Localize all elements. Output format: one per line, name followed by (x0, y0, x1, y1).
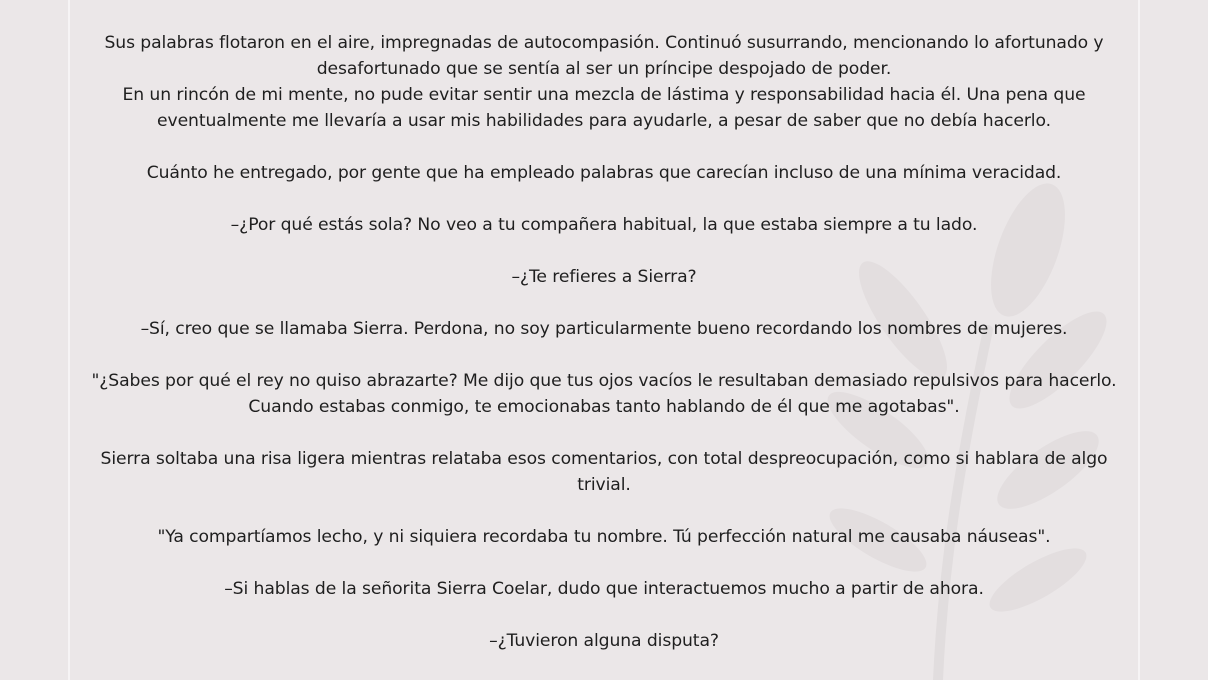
paragraph-spacer (70, 550, 1138, 576)
document-page (70, 0, 1138, 680)
paragraph-spacer (70, 602, 1138, 628)
paragraph-spacer (70, 342, 1138, 368)
paragraph-9: "Ya compartíamos lecho, y ni siquiera recordaba tu nombre. Tú perfección natural me causaba náuseas". (157, 527, 1051, 547)
paragraph-2: En un rincón de mi mente, no pude evitar sentir una mezcla de lástima y responsabilidad hacia él. Una pena que eventualmente me llevaría a usar mis habilidades para ayudarle, a pesar de saber que no debía hacerlo. (122, 85, 1086, 131)
paragraph-4: –¿Por qué estás sola? No veo a tu compañera habitual, la que estaba siempre a tu lado. (230, 215, 978, 235)
paragraph-3: Cuánto he entregado, por gente que ha empleado palabras que carecían incluso de una mínima veracidad. (146, 163, 1062, 183)
paragraph-8: Sierra soltaba una risa ligera mientras relataba esos comentarios, con total despreocupación, como si hablara de algo trivial. (100, 449, 1108, 495)
paragraph-7: "¿Sabes por qué el rey no quiso abrazarte? Me dijo que tus ojos vacíos le resultaban demasiado repulsivos para hacerlo. Cuando estabas conmigo, te emocionabas tanto hablando de él que me agotabas". (91, 371, 1117, 417)
paragraph-spacer (70, 290, 1138, 316)
paragraph-spacer (70, 186, 1138, 212)
paragraph-1: Sus palabras flotaron en el aire, impregnadas de autocompasión. Continuó susurrando, mencionando lo afortunado y desafortunado que se sentía al ser un príncipe despojado de poder. (104, 33, 1104, 79)
paragraph-spacer (70, 238, 1138, 264)
paragraph-spacer (70, 420, 1138, 446)
paragraph-5: –¿Te refieres a Sierra? (511, 267, 697, 287)
paragraph-10: –Si hablas de la señorita Sierra Coelar, dudo que interactuemos mucho a partir de ahora. (224, 579, 984, 599)
paragraph-spacer (70, 134, 1138, 160)
paragraph-spacer (70, 498, 1138, 524)
paragraph-6: –Sí, creo que se llamaba Sierra. Perdona, no soy particularmente bueno recordando los nombres de mujeres. (140, 319, 1068, 339)
document-body (70, 30, 1138, 654)
paragraph-11: –¿Tuvieron alguna disputa? (489, 631, 719, 651)
